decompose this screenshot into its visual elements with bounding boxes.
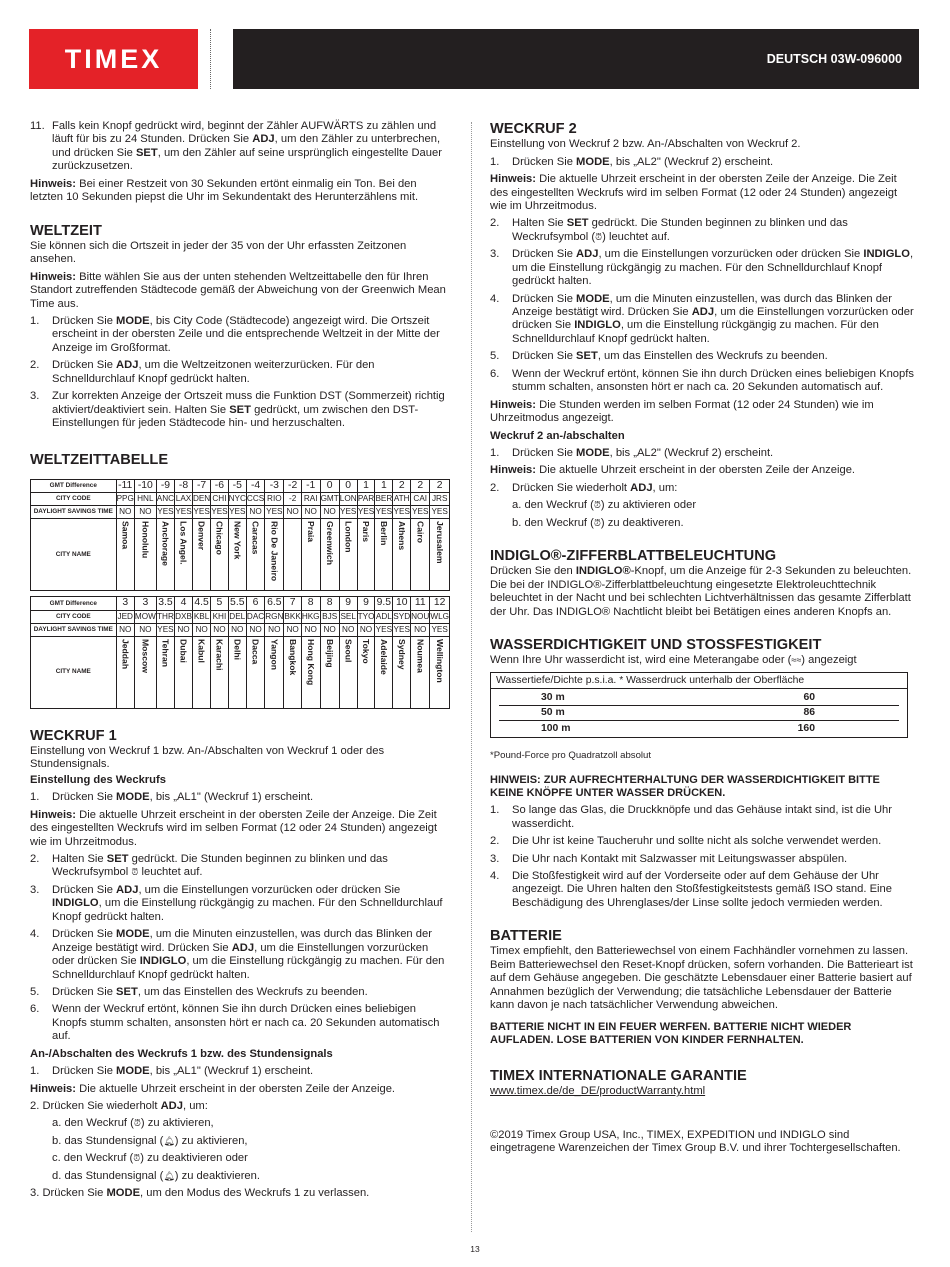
- gmt-cell: -8: [175, 479, 193, 492]
- list-item: 3. Drücken Sie ADJ, um die Einstellungen vorzurücken oder drücken Sie INDIGLO, um die Einstellung rückgängig zu machen. Für den Schnelldurchlauf Knopf gedrückt halten.: [490, 248, 914, 288]
- city-cell: Honolulu: [134, 519, 156, 591]
- gmt-cell: 2: [393, 479, 411, 492]
- chime-icon: 🔔︎: [163, 1170, 175, 1181]
- gmt-cell: -7: [192, 479, 210, 492]
- code-cell: RIO: [265, 493, 284, 506]
- gmt-cell: 7: [284, 597, 301, 610]
- city-cell: Denver: [192, 519, 210, 591]
- code-cell: DEL: [228, 610, 246, 623]
- code-cell: SEL: [339, 610, 357, 623]
- city-cell: Jeddah: [116, 636, 134, 708]
- dst-cell: NO: [134, 506, 156, 519]
- code-cell: LAX: [175, 493, 193, 506]
- code-cell: BKK: [284, 610, 301, 623]
- hint: Hinweis: Bei einer Restzeit von 30 Sekunden ertönt einmalig ein Ton. Bei den letzten 10 Sekunden piepst die Uhr im Sekundentakt des Herunterzählens mit.: [30, 177, 419, 204]
- left-column: [30, 120, 450, 1201]
- gmt-row: GMT Difference 3 3 3.5 4 4.5 5 5.5 6 6.5 7 8 8 9 9 9.5 10 11 12: [31, 597, 450, 610]
- copyright: ©2019 Timex Group USA, Inc., TIMEX, EXPEDITION und INDIGLO sind eingetragene Warenzeichen der Timex Group B.V. und ihrer Tochtergesellschaften.: [490, 1128, 901, 1155]
- dst-cell: NO: [246, 506, 264, 519]
- section-weltzeittabelle: [30, 451, 450, 709]
- code-cell: NOU: [411, 610, 430, 623]
- code-cell: ATH: [393, 493, 411, 506]
- gmt-cell: 1: [357, 479, 375, 492]
- dst-cell: NO: [211, 623, 228, 636]
- table-header: Wassertiefe/Dichte p.s.i.a. * Wasserdruck unterhalb der Oberfläche: [491, 675, 907, 689]
- code-cell: THR: [156, 610, 174, 623]
- code-cell: PAR: [357, 493, 375, 506]
- hint: Hinweis: Die aktuelle Uhrzeit erscheint in der obersten Zeile der Anzeige. Die Zeit des eingestellten Weckrufs wird im selben Format (12 oder 24 Stunden) angezeigt wie im Uhrzeitmodus.: [490, 173, 898, 212]
- city-cell: Delhi: [228, 636, 246, 708]
- city-cell: Jerusalem: [430, 519, 450, 591]
- dst-cell: NO: [265, 623, 284, 636]
- gmt-cell: 9: [339, 597, 357, 610]
- dst-cell: NO: [301, 506, 320, 519]
- sub-item: d. das Stundensignal (🔔︎) zu deaktivieren.: [52, 1169, 260, 1182]
- hint: Hinweis: Die aktuelle Uhrzeit erscheint in der obersten Zeile der Anzeige.: [30, 1082, 396, 1095]
- city-cell: Kabul: [192, 636, 210, 708]
- paragraph: Einstellung von Weckruf 1 bzw. An-/Abschalten von Weckruf 1 oder des Stundensignals.: [30, 744, 385, 771]
- dst-cell: YES: [357, 506, 375, 519]
- section-title: WELTZEIT: [30, 222, 102, 239]
- list-item: 1. Drücken Sie MODE, bis „AL1" (Weckruf 1) erscheint.: [30, 1065, 314, 1078]
- city-cell: Greenwich: [320, 519, 339, 591]
- code-cell: ADL: [375, 610, 393, 623]
- warning: HINWEIS: ZUR AUFRECHTERHALTUNG DER WASSERDICHTIGKEIT BITTE KEINE KNÖPFE UNTER WASSER DRÜCKEN.: [490, 773, 880, 799]
- dst-cell: NO: [284, 506, 301, 519]
- code-cell: DEN: [192, 493, 210, 506]
- city-cell: Karachi: [211, 636, 228, 708]
- list-item: 2. Halten Sie SET gedrückt. Die Stunden beginnen zu blinken und das Weckrufsymbol ⏰︎ leuchtet auf.: [30, 853, 388, 879]
- dst-cell: YES: [339, 506, 357, 519]
- list-item: 2. Drücken Sie ADJ, um die Weltzeitzonen weiterzurücken. Für den Schnelldurchlauf Knopf gedrückt halten.: [30, 359, 375, 385]
- section-title: WECKRUF 1: [30, 727, 117, 744]
- section-title: TIMEX INTERNATIONALE GARANTIE: [490, 1068, 747, 1085]
- gmt-cell: -1: [301, 479, 320, 492]
- code-cell: WLG: [430, 610, 450, 623]
- gmt-cell: 5: [211, 597, 228, 610]
- gmt-cell: 11: [411, 597, 430, 610]
- list-item: 6. Wenn der Weckruf ertönt, können Sie ihn durch Drücken eines beliebigen Knopfs stumm schalten, ansonsten hört er nach ca. 20 Sekunden automatisch auf.: [30, 1003, 440, 1043]
- city-cell: Hong Kong: [301, 636, 320, 708]
- gmt-cell: 8: [320, 597, 339, 610]
- dst-cell: YES: [393, 623, 411, 636]
- alarm-symbol-icon: ⏰︎: [593, 517, 601, 528]
- code-cell: JED: [116, 610, 134, 623]
- code-cell: MOW: [134, 610, 156, 623]
- paragraph: Sie können sich die Ortszeit in jeder der 35 von der Uhr erfassten Zeitzonen ansehen.: [30, 239, 407, 266]
- section-wasser: [490, 636, 915, 910]
- gmt-cell: -6: [211, 479, 228, 492]
- code-cell: HNL: [134, 493, 156, 506]
- gmt-cell: -11: [116, 479, 134, 492]
- gmt-cell: 3: [116, 597, 134, 610]
- dst-cell: YES: [393, 506, 411, 519]
- alarm-symbol-icon: ⏰︎: [593, 500, 601, 511]
- sub-item: a. den Weckruf (⏰︎) zu aktivieren oder: [512, 499, 697, 512]
- table-row: 30 m 60: [499, 691, 899, 706]
- list-item: 6. Wenn der Weckruf ertönt, können Sie ihn durch Drücken eines beliebigen Knopfs stumm schalten, ansonsten hört er nach ca. 20 Sekunden automatisch auf.: [490, 367, 914, 394]
- gmt-cell: 4: [175, 597, 193, 610]
- section-indiglo: [490, 547, 915, 619]
- dst-cell: YES: [211, 506, 228, 519]
- gmt-cell: 3.5: [158, 597, 173, 609]
- list-item: 2. Die Uhr ist keine Taucheruhr und sollte nicht als solche verwendet werden.: [490, 835, 882, 848]
- city-row: CITY NAME Samoa Honolulu Anchorage Los Angel. Denver Chicago New York Caracas Rio De Janeiro Praia Greenwich London Paris Berlin Athens Cairo Jerusalem: [31, 519, 450, 591]
- hint: Hinweis: Die aktuelle Uhrzeit erscheint in der obersten Zeile der Anzeige. Die Zeit des eingestellten Weckrufs wird im selben Format (12 oder 24 Stunden) angezeigt wie im Uhrzeitmodus.: [30, 808, 438, 848]
- list-item: 3. Drücken Sie MODE, um den Modus des Weckrufs 1 zu verlassen.: [30, 1187, 370, 1200]
- gmt-cell: 6.5: [265, 597, 284, 610]
- gmt-cell: 6: [246, 597, 264, 610]
- code-cell: PPG: [116, 493, 134, 506]
- table-row: 100 m 160: [541, 722, 815, 734]
- dst-cell: NO: [192, 623, 210, 636]
- city-cell: Cairo: [411, 519, 430, 591]
- city-cell: Paris: [357, 519, 375, 591]
- city-cell: Praia: [301, 519, 320, 591]
- city-cell: Dacca: [246, 636, 264, 708]
- city-cell: Noumea: [411, 636, 430, 708]
- gmt-row: GMT Difference -11 -10 -9 -8 -7 -6 -5 -4 -3 -2 -1 0 0 1 1 2 2 2: [31, 479, 450, 492]
- city-cell: Yangon: [265, 636, 284, 708]
- gmt-cell: 12: [430, 597, 450, 610]
- page-number: 13: [470, 1244, 480, 1254]
- hint: Hinweis: Bitte wählen Sie aus der unten stehenden Weltzeittabelle den für Ihren Standort zutreffenden Städtecode gemäß der Abweichung von der Greenwich Mean Time aus.: [30, 270, 446, 310]
- city-cell: Beijing: [320, 636, 339, 708]
- gmt-cell: -9: [156, 479, 174, 492]
- water-resistance-table: [490, 672, 908, 738]
- code-cell: KHI: [211, 610, 228, 623]
- gmt-cell: 1: [375, 479, 393, 492]
- section-weltzeit: [30, 222, 450, 431]
- document-code: DEUTSCH 03W-096000: [766, 51, 902, 66]
- dst-cell: YES: [430, 506, 450, 519]
- city-cell: Seoul: [339, 636, 357, 708]
- code-cell: TYO: [357, 610, 375, 623]
- subheading: Weckruf 2 an-/abschalten: [490, 429, 625, 442]
- list-item: 4. Die Stoßfestigkeit wird auf der Vorderseite oder auf dem Gehäuse der Uhr angezeigt. Die Uhren halten den Stoßfestigkeitstests gemäß ISO stand. Eine Beschädigung des Uhrenglases/der Linse sollte jedoch vermieden werden.: [490, 869, 892, 909]
- warranty-link[interactable]: www.timex.de/de_DE/productWarranty.html: [490, 1085, 706, 1098]
- city-cell: Tokyo: [357, 636, 375, 708]
- dst-row: DAYLIGHT SAVINGS TIME NO NO YES NO NO NO NO NO NO NO NO NO NO NO YES YES NO YES: [31, 623, 450, 636]
- section-batterie: [490, 927, 915, 1047]
- gmt-cell: -3: [265, 479, 284, 492]
- city-cell: Adelaide: [375, 636, 393, 708]
- gmt-cell: 2: [411, 479, 430, 492]
- code-cell: KBL: [192, 610, 210, 623]
- city-cell: Rio De Janeiro: [265, 519, 284, 591]
- gmt-cell: 0: [320, 479, 339, 492]
- gmt-cell: 9.5: [376, 597, 392, 609]
- city-cell: Berlin: [375, 519, 393, 591]
- alarm-symbol-icon: ⏰︎: [595, 231, 603, 242]
- dst-cell: YES: [175, 506, 193, 519]
- city-cell: Wellington: [430, 636, 450, 708]
- hint: Hinweis: Die Stunden werden im selben Format (12 oder 24 Stunden) wie im Uhrzeitmodus angezeigt.: [490, 398, 874, 425]
- dst-cell: YES: [411, 506, 430, 519]
- city-cell: Athens: [393, 519, 411, 591]
- right-column: [490, 120, 915, 1156]
- code-cell: JRS: [430, 493, 450, 506]
- code-cell: SYD: [393, 610, 411, 623]
- dst-cell: YES: [375, 623, 393, 636]
- sub-item: c. den Weckruf (⏰︎) zu deaktivieren oder: [52, 1152, 248, 1165]
- gmt-cell: 5.5: [230, 597, 245, 609]
- alarm-symbol-icon: ⏰︎: [133, 1118, 141, 1129]
- list-item: 5. Drücken Sie SET, um das Einstellen des Weckrufs zu beenden.: [490, 350, 828, 363]
- gmt-cell: -10: [134, 479, 156, 492]
- code-cell: NYC: [228, 493, 246, 506]
- dst-cell: NO: [175, 623, 193, 636]
- dst-cell: YES: [228, 506, 246, 519]
- dst-cell: YES: [375, 506, 393, 519]
- dst-cell: NO: [116, 623, 134, 636]
- list-item: 3. Drücken Sie ADJ, um die Einstellungen vorzurücken oder drücken Sie INDIGLO, um die Einstellung rückgängig zu machen. Für den Schnelldurchlauf Knopf gedrückt halten.: [30, 883, 443, 923]
- dst-cell: NO: [339, 623, 357, 636]
- chime-icon: 🔔︎: [163, 1135, 175, 1146]
- section-title: WECKRUF 2: [490, 121, 577, 137]
- city-cell: Caracas: [246, 519, 264, 591]
- dst-cell: NO: [134, 623, 156, 636]
- code-cell: BJS: [320, 610, 339, 623]
- city-cell: Bangkok: [284, 636, 301, 708]
- dst-cell: NO: [116, 506, 134, 519]
- list-item: 2. Drücken Sie wiederholt ADJ, um:: [490, 481, 678, 494]
- code-cell: -2: [284, 493, 301, 506]
- dst-cell: NO: [228, 623, 246, 636]
- code-row: CITY CODE PPG HNL ANC LAX DEN CHI NYC CCS RIO -2 RAI GMT LON PAR BER ATH CAI JRS: [31, 493, 450, 506]
- city-cell: Tehran: [156, 636, 174, 708]
- code-row: CITY CODE JED MOW THR DXB KBL KHI DEL DAC RGN BKK HKG BJS SEL TYO ADL SYD NOU WLG: [31, 610, 450, 623]
- list-item: 3. Die Uhr nach Kontakt mit Salzwasser mit Leitungswasser abspülen.: [490, 852, 848, 865]
- sub-item: a. den Weckruf (⏰︎) zu aktivieren,: [52, 1117, 214, 1130]
- world-time-table: [30, 479, 450, 709]
- section-weckruf1: [30, 727, 450, 1201]
- gmt-cell: -5: [228, 479, 246, 492]
- dst-cell: YES: [192, 506, 210, 519]
- city-row: CITY NAME Jeddah Moscow Tehran Dubai Kabul Karachi Delhi Dacca Yangon Bangkok Hong Kong Beijing Seoul Tokyo Adelaide Sydney Noumea Wellington: [31, 636, 450, 708]
- city-cell: Dubai: [175, 636, 193, 708]
- code-cell: CHI: [211, 493, 228, 506]
- dst-cell: NO: [301, 623, 320, 636]
- alarm-symbol-icon: ⏰︎: [131, 867, 139, 878]
- gmt-cell: -2: [284, 479, 301, 492]
- dst-cell: NO: [246, 623, 264, 636]
- list-item: 1. So lange das Glas, die Druckknöpfe und das Gehäuse intakt sind, ist die Uhr wasserdicht.: [490, 804, 892, 830]
- header-divider: [210, 29, 211, 89]
- code-cell: CCS: [246, 493, 264, 506]
- dst-cell: NO: [320, 506, 339, 519]
- list-item: 3. Zur korrekten Anzeige der Ortszeit muss die Funktion DST (Sommerzeit) richtig aktiviert/deaktiviert sein. Halten Sie SET gedrückt, um zwischen den DST-Einstellungen für jeden Städtecode hin- und herzuschalten.: [30, 390, 445, 430]
- footnote: *Pound-Force pro Quadratzoll absolut: [490, 750, 652, 762]
- list-item: 1. Drücken Sie MODE, bis City Code (Städtecode) angezeigt wird. Die Ortszeit erscheint in der obersten Zeile und die entsprechende Weltzeit in der Mitte der Anzeige im Großformat.: [30, 315, 440, 354]
- section-title: WELTZEITTABELLE: [30, 451, 169, 468]
- paragraph: Einstellung von Weckruf 2 bzw. An-/Abschalten von Weckruf 2.: [490, 138, 801, 151]
- city-cell: [284, 519, 301, 591]
- sub-item: b. den Weckruf (⏰︎) zu deaktiveren.: [512, 516, 684, 529]
- section-title: INDIGLO®-ZIFFERBLATTBELEUCHTUNG: [490, 548, 777, 565]
- dst-cell: NO: [320, 623, 339, 636]
- code-cell: RAI: [301, 493, 320, 506]
- timex-logo: TIMEX: [29, 29, 198, 89]
- paragraph: Timex empfiehlt, den Batteriewechsel von einem Fachhändler vornehmen zu lassen. Beim Batteriewechsel den Reset-Knopf drücken, sofern vorhanden. Die Batterieart ist auf dem Gehäuse angegeben. Die geschätzte Lebensdauer einer Batterie basiert auf Annahmen bezüglich der Verwendung; die tatsächliche Lebensdauer der Batterie kann davon je nach tatsächlicher Verwendung abweichen.: [490, 945, 913, 1012]
- city-cell: Anchorage: [156, 519, 174, 591]
- gmt-cell: 9: [357, 597, 375, 610]
- code-cell: LON: [339, 493, 357, 506]
- subheading: An-/Abschalten des Weckrufs 1 bzw. des Stundensignals: [30, 1047, 333, 1060]
- item-11-text: Falls kein Knopf gedrückt wird, beginnt der Zähler AUFWÄRTS zu zählen und läuft für bis zu 24 Stunden. Drücken Sie ADJ, um den Zähler zu unterbrechen, und drücken Sie SET, um den Zähler auf seine ursprünglich eingestellte Dauer zurückzusetzen.: [52, 120, 442, 173]
- table-row: 50 m 86: [499, 706, 899, 721]
- gmt-cell: 4.5: [194, 597, 209, 609]
- code-cell: DXB: [175, 610, 193, 623]
- list-item: 1. Drücken Sie MODE, bis „AL2" (Weckruf 2) erscheint.: [490, 446, 774, 459]
- list-item: 5. Drücken Sie SET, um das Einstellen des Weckrufs zu beenden.: [30, 985, 368, 998]
- alarm-symbol-icon: ⏰︎: [133, 1153, 141, 1164]
- column-divider: [471, 122, 472, 1232]
- gmt-cell: -4: [246, 479, 264, 492]
- paragraph: Wenn Ihre Uhr wasserdicht ist, wird eine Meterangabe oder (≈≈) angezeigt: [490, 654, 857, 667]
- water-wave-icon: ≈≈: [791, 655, 802, 666]
- list-item: 1. Drücken Sie MODE, bis „AL2" (Weckruf 2) erscheint.: [490, 155, 774, 168]
- city-cell: Chicago: [211, 519, 228, 591]
- dst-cell: NO: [284, 623, 301, 636]
- code-cell: BER: [375, 493, 393, 506]
- city-cell: Los Angel.: [175, 519, 193, 591]
- section-title: WASSERDICHTIGKEIT UND STOSSFESTIGKEIT: [490, 637, 822, 654]
- gmt-cell: 0: [339, 479, 357, 492]
- section-title: BATTERIE: [490, 928, 562, 945]
- gmt-cell: 3: [134, 597, 156, 610]
- hint: Hinweis: Die aktuelle Uhrzeit erscheint in der obersten Zeile der Anzeige.: [490, 464, 856, 477]
- city-cell: Sydney: [393, 636, 411, 708]
- city-cell: London: [339, 519, 357, 591]
- gmt-cell: 8: [301, 597, 320, 610]
- code-cell: HKG: [301, 610, 320, 623]
- code-cell: DAC: [246, 610, 264, 623]
- list-item: 4. Drücken Sie MODE, um die Minuten einzustellen, was durch das Blinken der Anzeige bestätigt wird. Drücken Sie ADJ, um die Einstellungen vorzurücken oder drücken Sie INDIGLO, um die Einstellung rückgängig zu machen. Für den Schnelldurchlauf Knopf gedrückt halten.: [490, 292, 914, 345]
- warning: BATTERIE NICHT IN EIN FEUER WERFEN. BATTERIE NICHT WIEDER AUFLADEN. LOSE BATTERIEN VON KINDER FERNHALTEN.: [490, 1020, 852, 1046]
- dst-cell: YES: [156, 623, 174, 636]
- city-cell: Moscow: [134, 636, 156, 708]
- gmt-cell: 2: [430, 479, 450, 492]
- code-cell: ANC: [156, 493, 174, 506]
- list-item: 2. Drücken Sie wiederholt ADJ, um:: [30, 1100, 208, 1113]
- section-weckruf2: [490, 120, 915, 530]
- dst-cell: YES: [156, 506, 174, 519]
- gmt-cell: 10: [393, 597, 411, 610]
- city-cell: Samoa: [116, 519, 134, 591]
- code-cell: RGN: [265, 610, 284, 623]
- dst-cell: YES: [430, 623, 450, 636]
- code-cell: GMT: [320, 493, 339, 506]
- sub-item: b. das Stundensignal (🔔︎) zu aktivieren,: [52, 1134, 248, 1147]
- list-item: 2. Halten Sie SET gedrückt. Die Stunden beginnen zu blinken und das Weckrufsymbol (⏰︎) leuchtet auf.: [490, 217, 848, 243]
- code-cell: CAI: [411, 493, 430, 506]
- list-item: 11. Falls kein Knopf gedrückt wird, beginnt der Zähler AUFWÄRTS zu zählen und läuft für bis zu 24 Stunden. Drücken Sie ADJ, um den Zähler zu unterbrechen, und drücken Sie SET, um den Zähler auf seine ursprünglich eingestellte Dauer zurückzusetzen.: [30, 120, 450, 174]
- dst-cell: NO: [357, 623, 375, 636]
- dst-row: DAYLIGHT SAVINGS TIME NO NO YES YES YES YES YES NO YES NO NO NO YES YES YES YES YES YES: [31, 506, 450, 519]
- header-banner: [233, 29, 919, 89]
- dst-cell: NO: [411, 623, 430, 636]
- list-item: 4. Drücken Sie MODE, um die Minuten einzustellen, was durch das Blinken der Anzeige bestätigt wird. Drücken Sie ADJ, um die Einstellungen vorzurücken oder drücken Sie INDIGLO, um die Einstellung rückgängig zu machen. Für den Schnelldurchlauf Knopf gedrückt halten.: [30, 928, 445, 981]
- paragraph: Drücken Sie den INDIGLO®-Knopf, um die Anzeige für 2-3 Sekunden zu beleuchten. Die bei der INDIGLO®-Zifferblattbeleuchtung eingesetzte Elektroleuchttechnik beleuchtet in der Nacht und bei schlechten Lichtverhältnissen das gesamte Zifferblatt der Uhr. Das INDIGLO® Nachtlicht bleibt bei Betätigen eines anderen Knopfs an.: [490, 565, 912, 618]
- dst-cell: YES: [265, 506, 284, 519]
- section-garantie: [490, 1067, 915, 1156]
- subheading: Einstellung des Weckrufs: [30, 773, 166, 786]
- city-cell: New York: [228, 519, 246, 591]
- list-item: 1. Drücken Sie MODE, bis „AL1" (Weckruf 1) erscheint.: [30, 791, 314, 804]
